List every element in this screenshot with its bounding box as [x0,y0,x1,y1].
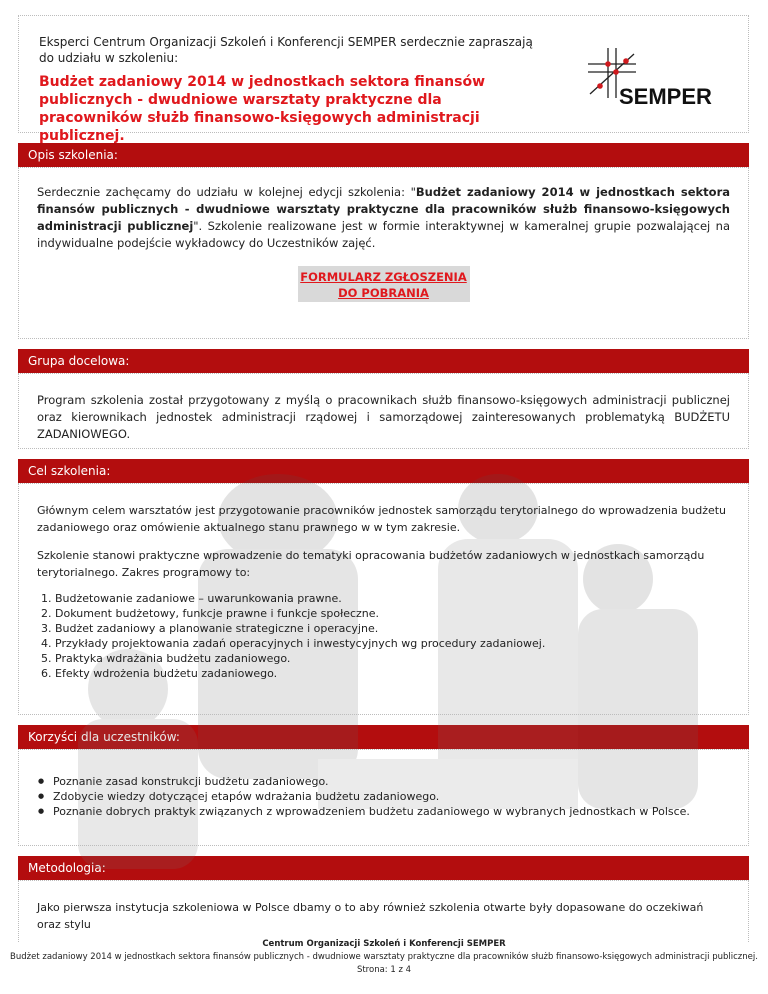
metodologia-text: Jako pierwsza instytucja szkoleniowa w Polsce dbamy o to aby również szkolenia otwarte były dopasowane do oczekiwań oraz stylu [37,901,704,931]
footer-org-name: Centrum Organizacji Szkoleń i Konferencji SEMPER [262,939,506,949]
section-header-opis: Opis szkolenia: [18,143,749,167]
training-title: Budżet zadaniowy 2014 w jednostkach sektora finansów publicznych - dwudniowe warsztaty praktyczne dla pracowników służb finansowo-księgowych administracji publicznej. [39,74,486,144]
list-item: 4. Przykłady projektowania zadań operacyjnych i inwestycyjnych wg procedury zadaniowej. [55,636,730,651]
program-list [37,591,730,681]
lower-sections [18,459,749,942]
section-cel [18,483,749,715]
section-metodologia [18,880,749,942]
section-opis [18,167,749,339]
list-item: 1. Budżetowanie zadaniowe – uwarunkowania prawne. [55,591,730,606]
cel-paragraph-2: Szkolenie stanowi praktyczne wprowadzenie do tematyki opracowania budżetów zadaniowych w jednostkach samorządu terytorialnego. Zakres programowy to: [37,549,705,579]
list-item: 3. Budżet zadaniowy a planowanie strategiczne i operacyjne. [55,621,730,636]
section-korzysci [18,749,749,846]
opis-paragraph: Serdecznie zachęcamy do udziału w kolejnej edycji szkolenia: "Budżet zadaniowy 2014 w jednostkach sektora finansów publicznych - dwudniowe warsztaty praktyczne dla pracowników służb finansowo-księgowych administracji publicznej". Szkolenie realizowane jest w formie interaktywnej w kameralnej grupie pozwalającej na indywidualne podejście wykładowcy do Uczestników zajęć. [37,185,731,250]
list-item: 5. Praktyka wdrażania budżetu zadaniowego. [55,651,730,666]
intro-text: Eksperci Centrum Organizacji Szkoleń i Konferencji SEMPER serdecznie zapraszają do udziału w szkoleniu: [39,35,533,65]
page-footer [0,938,768,977]
section-header-cel: Cel szkolenia: [18,459,749,483]
list-item: ● Zdobycie wiedzy dotyczącej etapów wdrażania budżetu zadaniowego. [49,789,730,804]
list-item: 2. Dokument budżetowy, funkcje prawne i funkcje społeczne. [55,606,730,621]
header-box [18,15,749,144]
logo-text: SEMPER [619,84,712,109]
section-header-metodologia: Metodologia: [18,856,749,880]
list-item: ● Poznanie dobrych praktyk związanych z wprowadzeniem budżetu zadaniowego w wybranych jednostkach w Polsce. [49,804,730,819]
section-header-korzysci: Korzyści dla uczestników: [18,725,749,749]
section-grupa [18,373,749,449]
cel-paragraph-1: Głównym celem warsztatów jest przygotowanie pracowników jednostek samorządu terytorialnego do wprowadzenia budżetu zadaniowego oraz omówienie aktualnego stanu prawnego w w tym zakresie. [37,504,727,534]
document-page [18,15,749,942]
semper-logo [586,46,726,116]
grupa-text: Program szkolenia został przygotowany z myślą o pracownikach służb finansowo-księgowych administracji publicznej oraz kierownikach jednostek administracji rządowej i samorządowej zainteresowanych problematyką BUDŻETU ZADANIOWEGO. [37,393,730,441]
section-header-grupa: Grupa docelowa: [18,349,749,373]
list-item: 6. Efekty wdrożenia budżetu zadaniowego. [55,666,730,681]
download-form-button[interactable]: FORMULARZ ZGŁOSZENIA DO POBRANIA [298,266,470,302]
footer-subtitle: Budżet zadaniowy 2014 w jednostkach sektora finansów publicznych - dwudniowe warsztaty praktyczne dla pracowników służb finansowo-księgowych administracji publicznej. [10,952,758,962]
footer-page-number: Strona: 1 z 4 [356,965,412,975]
list-item: ● Poznanie zasad konstrukcji budżetu zadaniowego. [49,774,730,789]
benefits-list [37,774,730,819]
